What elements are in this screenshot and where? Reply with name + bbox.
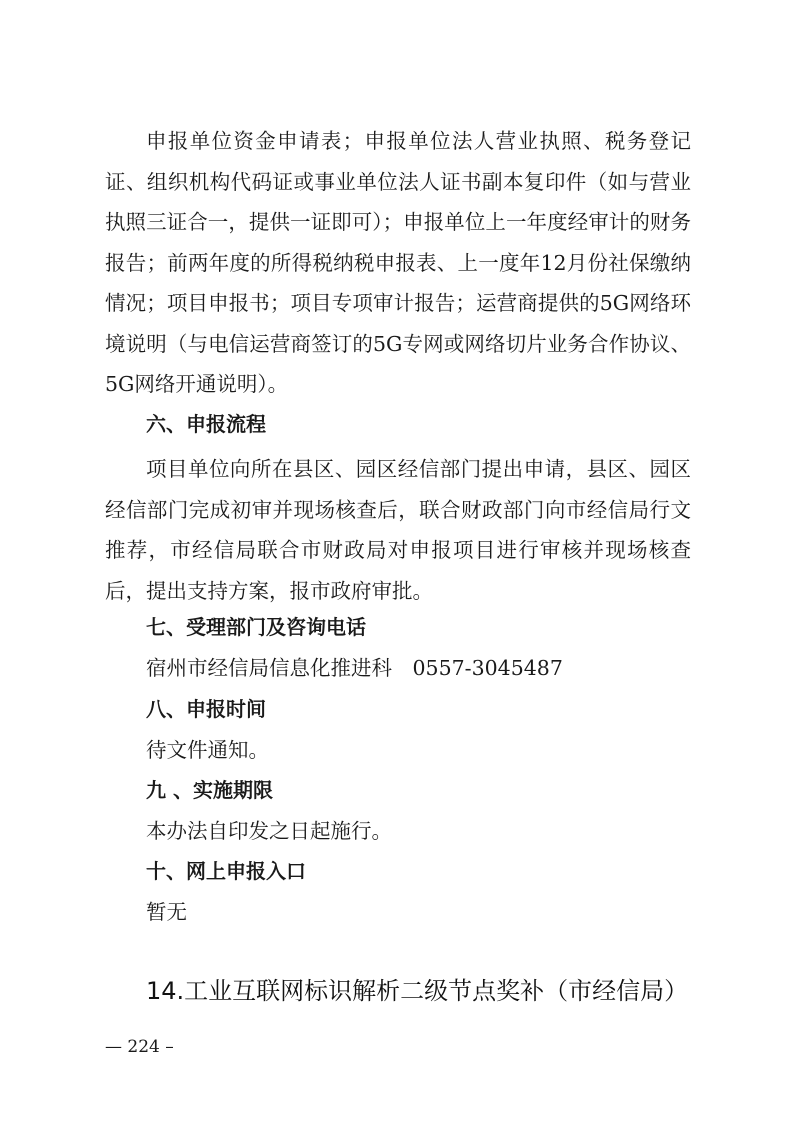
online-entry-info: 暂无 xyxy=(146,900,187,924)
time-info: 待文件通知。 xyxy=(146,738,269,762)
section-heading-period: 九 、实施期限 xyxy=(146,778,273,802)
contact-info: 宿州市经信局信息化推进科 0557-3045487 xyxy=(146,656,563,680)
page-number: — 224 – xyxy=(105,1037,174,1057)
section-heading-time: 八、申报时间 xyxy=(146,697,266,721)
process-paragraph: 项目单位向所在县区、园区经信部门提出申请，县区、园区经信部门完成初审并现场核查后，联合财政部门向市经信局行文推荐，市经信局联合市财政局对申报项目进行审核并现场核查后，提出支持方案，报市政府审批。 xyxy=(105,457,691,603)
section-heading-process: 六、申报流程 xyxy=(146,412,266,436)
next-section-title: 14.工业互联网标识解析二级节点奖补（市经信局） xyxy=(146,977,689,1005)
period-info: 本办法自印发之日起施行。 xyxy=(146,819,392,843)
section-heading-contact: 七、受理部门及咨询电话 xyxy=(146,615,366,639)
materials-paragraph: 申报单位资金申请表；申报单位法人营业执照、税务登记证、组织机构代码证或事业单位法人证书副本复印件（如与营业执照三证合一，提供一证即可）；申报单位上一年度经审计的财务报告；前两年度的所得税纳税申报表、上一度年12月份社保缴纳情况；项目申报书；项目专项审计报告；运营商提供的5G网络环境说明（与电信运营商签订的5G专网或网络切片业务合作协议、5G网络开通说明）。 xyxy=(105,129,691,396)
section-heading-online-entry: 十、网上申报入口 xyxy=(146,859,306,883)
